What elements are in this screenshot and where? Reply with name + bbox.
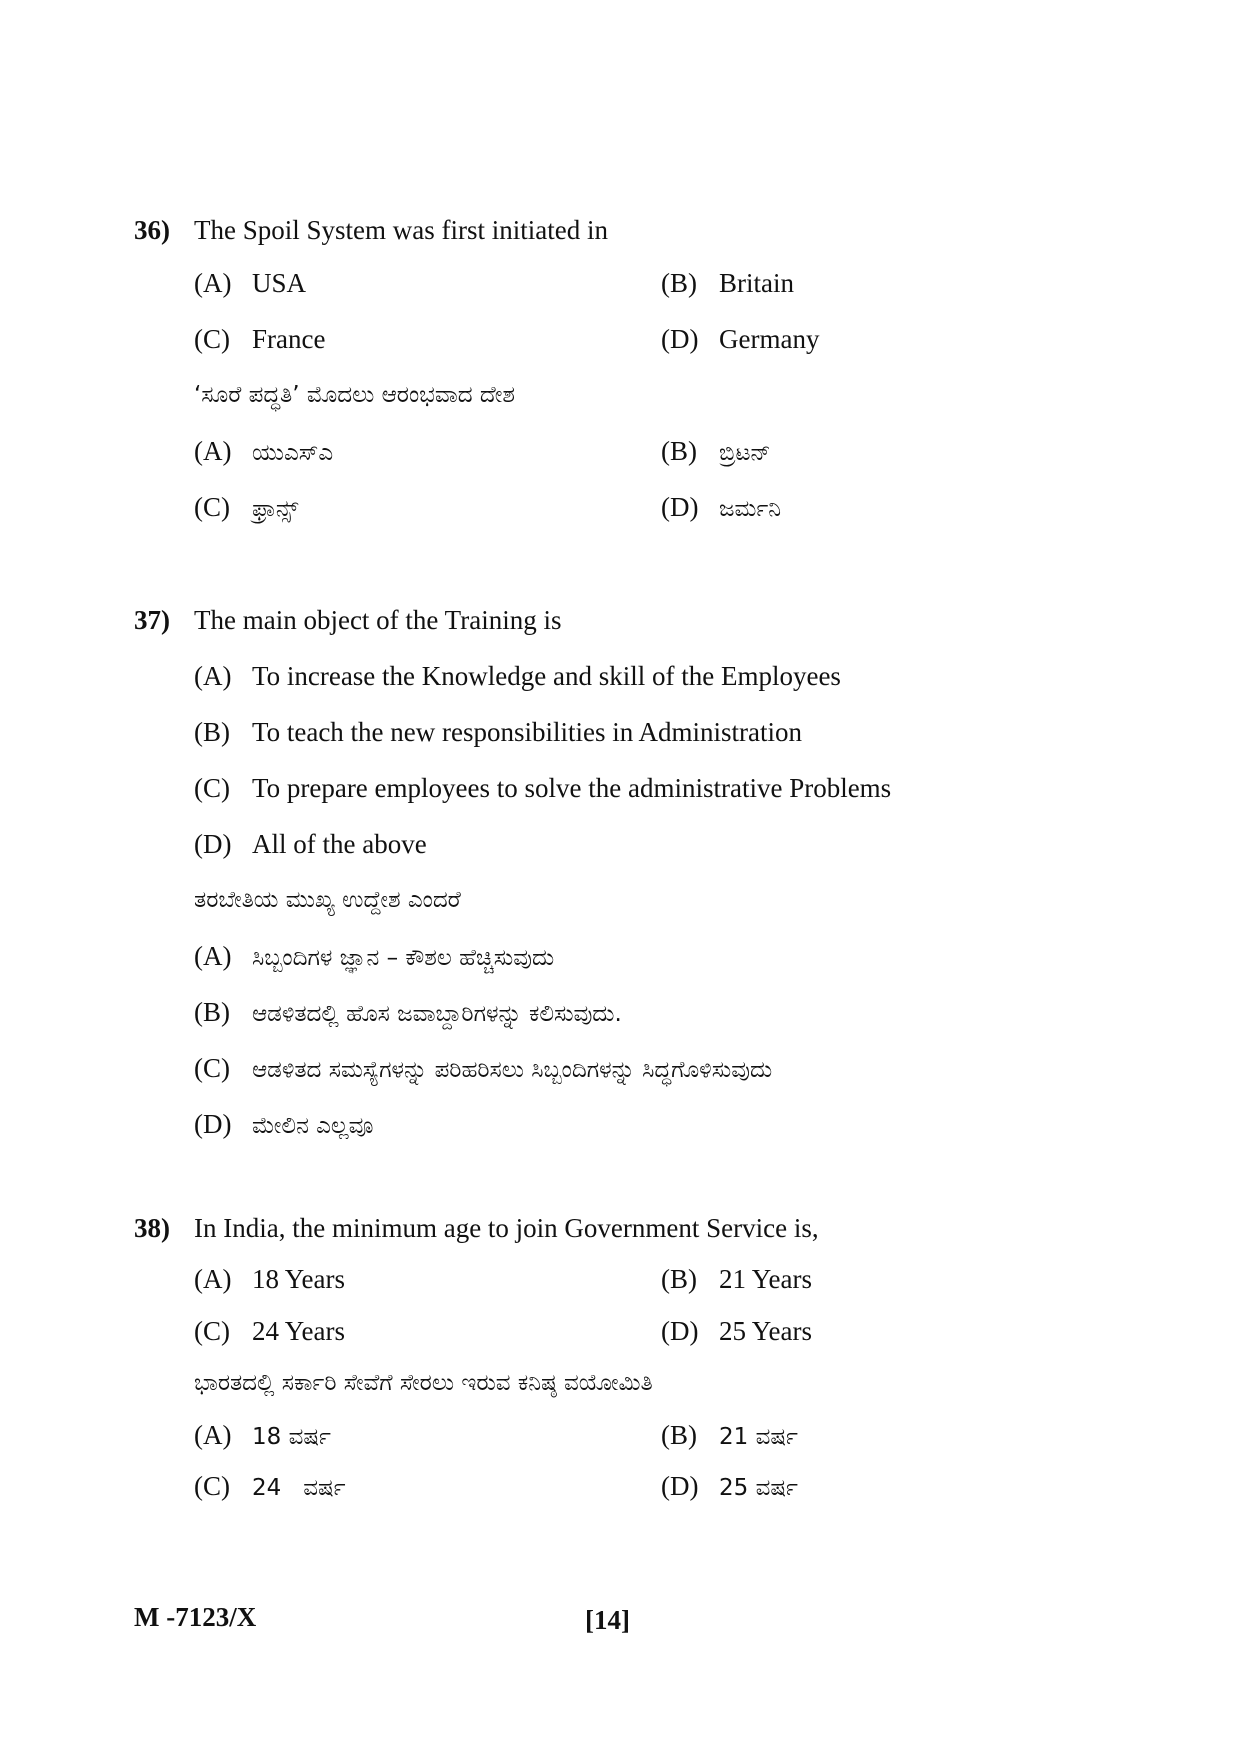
option-a-kn <box>194 1418 331 1454</box>
option-text: ಯುಎಸ್‌ಎ <box>252 440 334 466</box>
option-text: ಜರ್ಮನಿ <box>719 496 782 522</box>
option-text: ಮೇಲಿನ ಎಲ್ಲವೂ <box>252 1113 374 1139</box>
question-number: 37) <box>134 605 170 635</box>
option-label: (A) <box>194 436 232 466</box>
option-text: Germany <box>719 324 820 354</box>
option-label: (B) <box>661 1420 697 1450</box>
option-label: (B) <box>661 268 697 298</box>
option-label: (D) <box>661 1316 699 1346</box>
option-label: (C) <box>194 1053 230 1083</box>
option-text: All of the above <box>252 829 427 859</box>
option-label: (C) <box>194 492 230 522</box>
question-stem-en: The main object of the Training is <box>194 605 562 635</box>
question-stem-kn: ಭಾರತದಲ್ಲಿ ಸರ್ಕಾರಿ ಸೇವೆಗೆ ಸೇರಲು ಇರುವ ಕನಿಷ್ಠ ವಯೋಮಿತಿ <box>194 1370 653 1396</box>
option-b-en <box>194 715 802 749</box>
option-label: (C) <box>194 324 230 354</box>
option-c-kn <box>194 1051 772 1087</box>
option-b-en <box>661 1262 812 1296</box>
option-text: ಫ್ರಾನ್ಸ್ <box>252 496 299 522</box>
option-d-kn <box>661 490 781 526</box>
option-text: 18 Years <box>252 1264 346 1294</box>
option-text: 18 ವರ್ಷ <box>252 1424 331 1450</box>
question-number: 36) <box>134 215 170 245</box>
option-d-en <box>661 1314 812 1348</box>
option-text: 25 ವರ್ಷ <box>719 1475 798 1501</box>
option-label: (C) <box>194 1316 230 1346</box>
option-c-en <box>194 771 891 805</box>
question-number: 38) <box>134 1213 170 1243</box>
option-label: (D) <box>661 1471 699 1501</box>
option-label: (D) <box>194 1109 232 1139</box>
question-stem-en: In India, the minimum age to join Government Service is, <box>194 1213 819 1243</box>
option-text: ಸಿಬ್ಬಂದಿಗಳ ಜ್ಞಾನ – ಕೌಶಲ ಹೆಚ್ಚಿಸುವುದು <box>252 945 555 971</box>
question-stem-kn: ‘ಸೂರೆ ಪದ್ಧತಿ’ ಮೊದಲು ಆರಂಭವಾದ ದೇಶ <box>194 382 515 408</box>
option-d-en <box>661 322 819 356</box>
option-d-en <box>194 827 427 861</box>
option-label: (B) <box>661 436 697 466</box>
option-text: 21 ವರ್ಷ <box>719 1424 798 1450</box>
option-text: 24 ವರ್ಷ <box>252 1475 346 1501</box>
option-label: (D) <box>194 829 232 859</box>
option-b-en <box>661 266 794 300</box>
option-d-kn <box>661 1469 798 1505</box>
question-stem-kn: ತರಬೇತಿಯ ಮುಖ್ಯ ಉದ್ದೇಶ ಎಂದರೆ <box>194 887 461 913</box>
option-c-kn <box>194 1469 346 1505</box>
option-label: (D) <box>661 324 699 354</box>
page-number: [14] <box>585 1605 630 1635</box>
option-label: (A) <box>194 941 232 971</box>
option-a-en <box>194 659 841 693</box>
option-c-en <box>194 322 325 356</box>
option-label: (A) <box>194 268 232 298</box>
option-a-en <box>194 1262 345 1296</box>
option-a-kn <box>194 939 554 975</box>
option-label: (C) <box>194 1471 230 1501</box>
option-label: (B) <box>661 1264 697 1294</box>
option-label: (C) <box>194 773 230 803</box>
option-text: USA <box>252 268 307 298</box>
option-a-en <box>194 266 306 300</box>
option-text: To increase the Knowledge and skill of the Employees <box>252 661 841 691</box>
option-label: (A) <box>194 1264 232 1294</box>
option-text: 21 Years <box>719 1264 813 1294</box>
option-text: 25 Years <box>719 1316 813 1346</box>
option-label: (A) <box>194 1420 232 1450</box>
option-text: To teach the new responsibilities in Administration <box>252 717 803 747</box>
option-text: ಆಡಳಿತದಲ್ಲಿ ಹೊಸ ಜವಾಬ್ದಾರಿಗಳನ್ನು ಕಲಿಸುವುದು. <box>252 1001 622 1027</box>
option-c-kn <box>194 490 298 526</box>
option-text: ಬ್ರಿಟನ್ <box>719 440 771 466</box>
option-d-kn <box>194 1107 373 1143</box>
option-label: (D) <box>661 492 699 522</box>
option-text: ಆಡಳಿತದ ಸಮಸ್ಯೆಗಳನ್ನು ಪರಿಹರಿಸಲು ಸಿಬ್ಬಂದಿಗಳನ್ನು ಸಿದ್ಧಗೊಳಿಸುವುದು <box>252 1057 773 1083</box>
paper-code: M -7123/X <box>134 1602 257 1632</box>
option-label: (B) <box>194 717 230 747</box>
option-label: (B) <box>194 997 230 1027</box>
option-b-kn <box>661 1418 798 1454</box>
option-label: (A) <box>194 661 232 691</box>
option-c-en <box>194 1314 345 1348</box>
option-text: To prepare employees to solve the administrative Problems <box>252 773 892 803</box>
option-text: Britain <box>719 268 794 298</box>
option-b-kn <box>194 995 622 1031</box>
option-text: 24 Years <box>252 1316 346 1346</box>
option-text: France <box>252 324 326 354</box>
option-a-kn <box>194 434 333 470</box>
option-b-kn <box>661 434 771 470</box>
question-stem-en: The Spoil System was first initiated in <box>194 215 608 245</box>
